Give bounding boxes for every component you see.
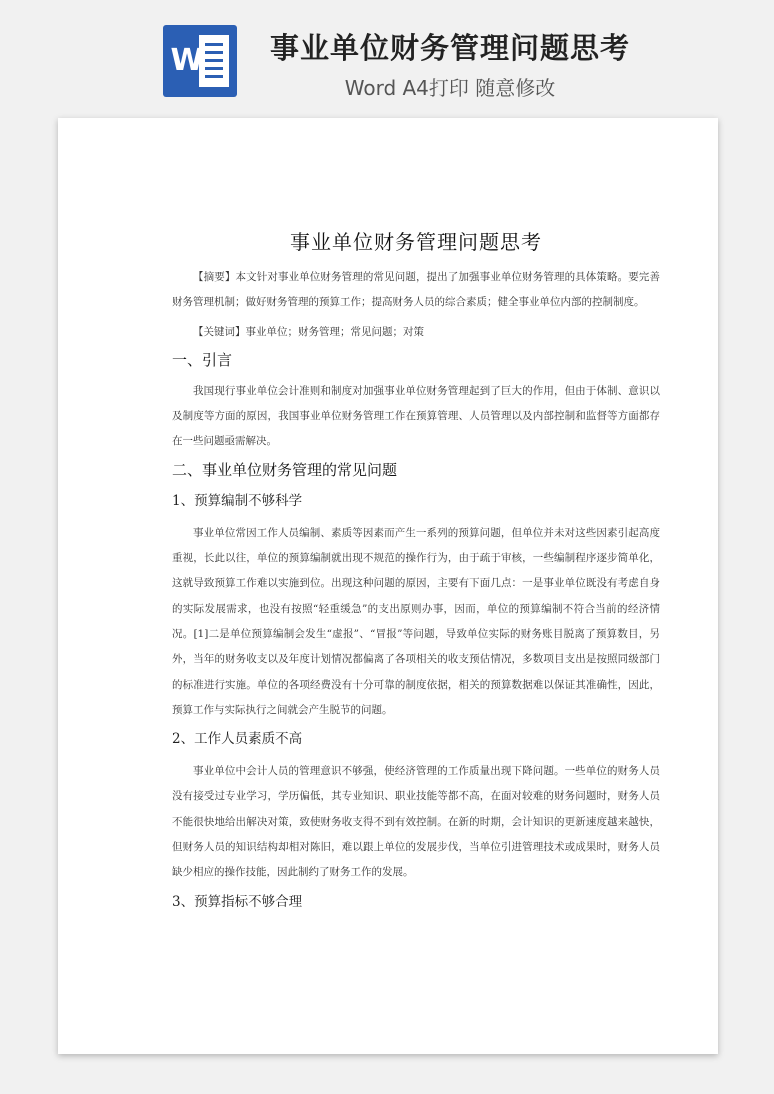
banner-header	[0, 0, 774, 110]
abstract-paragraph: 【摘要】本文针对事业单位财务管理的常见问题，提出了加强事业单位财务管理的具体策略。要完善财务管理机制；做好财务管理的预算工作；提高财务人员的综合素质；健全事业单位内部的控制制度。	[172, 271, 660, 309]
subheading-indicators: 3、预算指标不够合理	[172, 893, 303, 910]
logo-letter: W	[170, 43, 204, 78]
budget-paragraph: 事业单位常因工作人员编制、素质等因素而产生一系列的预算问题，但单位并未对这些因素引起高度重视，长此以往，单位的预算编制就出现不规范的操作行为，由于疏于审核，一些编制程序逐步简单化，这就导致预算工作难以实施到位。出现这种问题的原因，主要有下面几点：一是事业单位既没有考虑自身的实际发展需求，也没有按照“轻重缓急”的支出原则办事，因而，单位的预算编制不符合当前的经济情况。[1]二是单位预算编制会发生“虚报”、“冒报”等问题，导致单位实际的财务账目脱离了预算数目，另外，当年的财务收支以及年度计划情况都偏离了各项相关的收支预估情况，多数项目支出是按照同级部门的标准进行实施。单位的各项经费没有十分可靠的制度依据，相关的预算数据难以保证其准确性，因此，预算工作与实际执行之间就会产生脱节的问题。	[172, 526, 660, 716]
banner-title: 事业单位财务管理问题思考	[269, 31, 630, 65]
document-title: 事业单位财务管理问题思考	[290, 230, 542, 254]
subheading-budget: 1、预算编制不够科学	[172, 492, 303, 509]
intro-paragraph: 我国现行事业单位会计准则和制度对加强事业单位财务管理起到了巨大的作用，但由于体制、意识以及制度等方面的原因，我国事业单位财务管理工作在预算管理、人员管理以及内部控制和监督等方面都存在一些问题亟需解决。	[172, 384, 660, 448]
word-doc-icon	[163, 25, 237, 97]
subheading-staff: 2、工作人员素质不高	[172, 731, 303, 748]
keywords-paragraph: 【关键词】事业单位；财务管理；常见问题；对策	[193, 325, 424, 338]
document-page	[58, 118, 718, 1054]
banner-subtitle: Word A4打印 随意修改	[344, 76, 556, 100]
staff-paragraph: 事业单位中会计人员的管理意识不够强，使经济管理的工作质量出现下降问题。一些单位的财务人员没有接受过专业学习，学历偏低，其专业知识、职业技能等都不高，在面对较难的财务问题时，财务人员不能很快地给出解决对策，致使财务收支得不到有效控制。在新的时期，会计知识的更新速度越来越快，但财务人员的知识结构却相对陈旧，难以跟上单位的发展步伐，当单位引进管理技术或成果时，财务人员缺少相应的操作技能，因此制约了财务工作的发展。	[172, 765, 660, 879]
section-heading-intro: 一、引言	[172, 350, 233, 369]
section-heading-problems: 二、事业单位财务管理的常见问题	[172, 460, 398, 479]
document-content	[172, 226, 660, 918]
